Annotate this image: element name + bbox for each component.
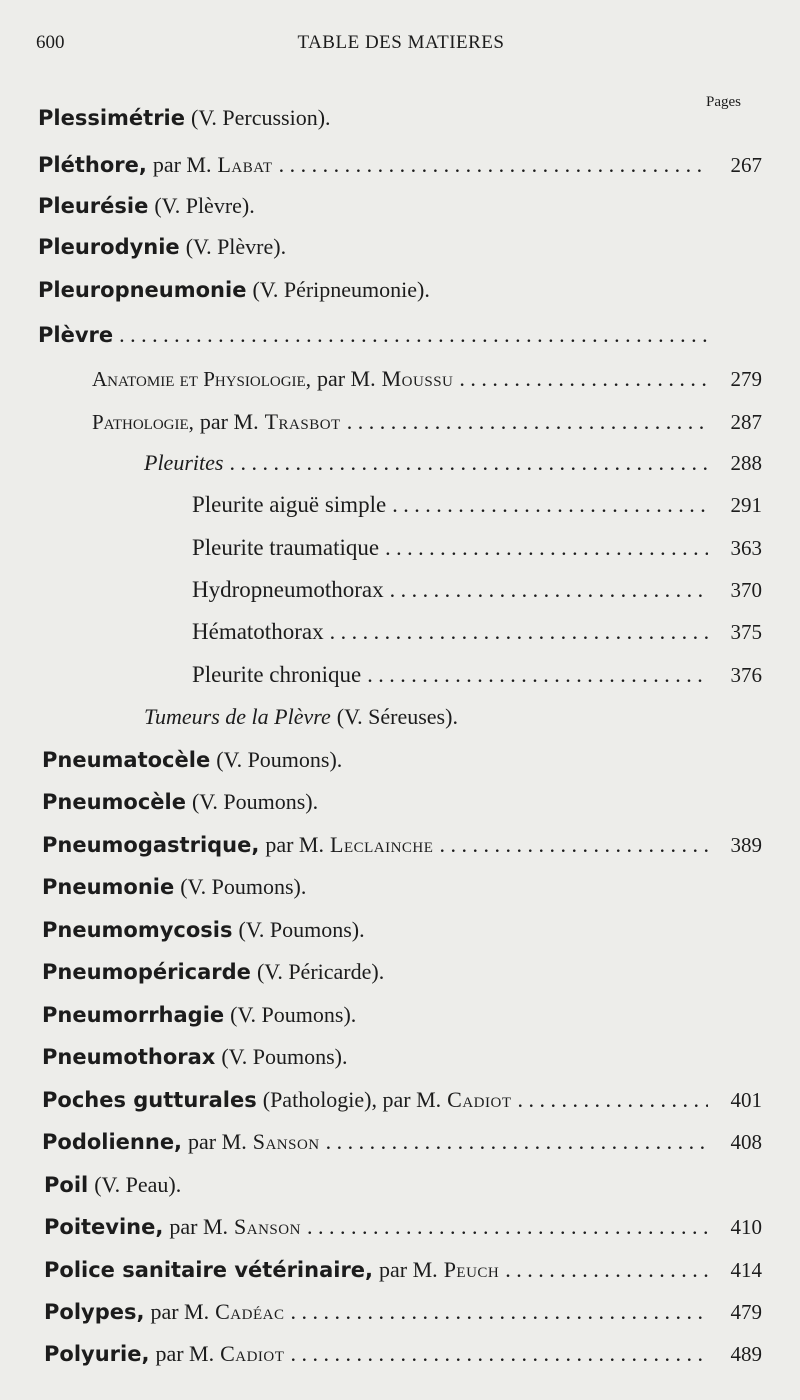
toc-entry [0, 1122, 762, 1162]
entry-reference: (V. Poumons). [238, 917, 365, 942]
entry-author: Labat [217, 152, 273, 177]
toc-entry [0, 1037, 762, 1077]
entry-heading: Poches gutturales [42, 1088, 257, 1112]
dot-leader [367, 655, 708, 695]
entry-page: 408 [730, 1130, 762, 1154]
entry-reference: (V. Péricarde). [256, 959, 385, 984]
entry-heading: Pneumomycosis [42, 918, 233, 942]
entry-page: 401 [730, 1088, 762, 1112]
toc-entry [0, 655, 762, 695]
entry-heading: Tumeurs de la Plèvre [144, 704, 331, 729]
entry-heading: Anatomie et Physiologie, [92, 367, 311, 391]
entry-heading: Hématothorax [192, 619, 324, 644]
toc-entry [0, 145, 762, 185]
entry-heading: Pathologie, [92, 410, 194, 434]
entry-reference: (V. Plèvre). [154, 193, 255, 218]
toc-entry [0, 1080, 762, 1120]
pages-column-label: Pages [706, 94, 741, 110]
entry-page: 288 [730, 451, 762, 475]
toc-entry [0, 227, 762, 267]
dot-leader [347, 402, 708, 442]
dot-leader [439, 825, 708, 865]
entry-reference: par M. [265, 832, 324, 857]
entry-heading: Pleuropneumonie [38, 278, 247, 302]
toc-entry [0, 697, 762, 737]
dot-leader [119, 315, 708, 355]
entry-author: Trasbot [264, 409, 341, 434]
entry-author: Leclainche [330, 832, 434, 857]
entry-reference: par M. [316, 366, 376, 391]
entry-heading: Poil [44, 1173, 89, 1197]
toc-entry [0, 402, 762, 442]
entry-heading: Pneumogastrique, [42, 833, 260, 857]
entry-reference: (V. Peau). [94, 1172, 182, 1197]
entry-page: 479 [730, 1300, 762, 1324]
running-header [36, 32, 766, 62]
toc-entry [0, 1165, 762, 1205]
entry-reference: par M. [152, 152, 212, 177]
entry-author: Peuch [443, 1257, 500, 1282]
entry-author: Sanson [252, 1129, 320, 1154]
entry-heading: Polyurie, [44, 1342, 150, 1366]
dot-leader [385, 528, 708, 568]
entry-heading: Pleurodynie [38, 235, 180, 259]
entry-heading: Hydropneumothorax [192, 577, 384, 602]
dot-leader [290, 1334, 708, 1374]
toc-entry [0, 952, 762, 992]
toc-entry [0, 528, 762, 568]
entry-reference: par M. [150, 1299, 210, 1324]
entry-heading: Polypes, [44, 1300, 145, 1324]
entry-author: Cadiot [447, 1087, 512, 1112]
entry-heading: Podolienne, [42, 1130, 183, 1154]
entry-reference: par M. [188, 1129, 247, 1154]
entry-reference: par M. [169, 1214, 229, 1239]
entry-heading: Pneumopéricarde [42, 960, 251, 984]
entry-page: 489 [730, 1342, 762, 1366]
entry-reference: par M. [155, 1341, 215, 1366]
entry-page: 370 [730, 578, 762, 602]
dot-leader [518, 1080, 709, 1120]
entry-reference: (V. Percussion). [191, 105, 331, 130]
entry-heading: Pneumonie [42, 875, 175, 899]
toc-entry [0, 443, 762, 483]
entry-reference: (V. Poumons). [180, 874, 307, 899]
entry-reference: (V. Poumons). [230, 1002, 357, 1027]
entry-page: 375 [730, 620, 762, 644]
entry-heading: Poitevine, [44, 1215, 164, 1239]
toc-entry [0, 782, 762, 822]
entry-reference: (V. Poumons). [221, 1044, 348, 1069]
entry-reference: (V. Séreuses). [336, 704, 458, 729]
toc-entry [0, 570, 762, 610]
entry-page: 410 [730, 1215, 762, 1239]
toc-entry [0, 740, 762, 780]
dot-leader [290, 1292, 708, 1332]
entry-heading: Plessimétrie [38, 106, 185, 130]
toc-entry [0, 825, 762, 865]
entry-page: 376 [730, 663, 762, 687]
dot-leader [392, 485, 708, 525]
entry-reference: (V. Plèvre). [185, 234, 287, 259]
entry-heading: Pleurites [144, 450, 224, 475]
entry-heading: Pneumatocèle [42, 748, 211, 772]
toc-entry [0, 910, 762, 950]
entry-reference: (Pathologie), par M. [262, 1087, 442, 1112]
toc-entry [0, 1292, 762, 1332]
entry-heading: Pneumorrhagie [42, 1003, 225, 1027]
entry-author: Cadiot [220, 1341, 285, 1366]
entry-heading: Pneumocèle [42, 790, 186, 814]
entry-heading: Police sanitaire vétérinaire, [44, 1258, 374, 1282]
entry-page: 363 [730, 536, 762, 560]
toc-entry [0, 359, 762, 399]
entry-heading: Pleurite aiguë simple [192, 492, 387, 517]
toc-entry [0, 995, 762, 1035]
dot-leader [330, 612, 708, 652]
entry-reference: (V. Poumons). [216, 747, 343, 772]
toc-entry [0, 270, 762, 310]
entry-heading: Pleurésie [38, 194, 149, 218]
entry-page: 389 [730, 833, 762, 857]
page-number: 600 [36, 32, 65, 53]
dot-leader [279, 145, 708, 185]
toc-entry [0, 1334, 762, 1374]
entry-heading: Pleurite traumatique [192, 535, 380, 560]
entry-reference: par M. [379, 1257, 438, 1282]
dot-leader [326, 1122, 708, 1162]
entry-page: 279 [730, 367, 762, 391]
entry-page: 267 [730, 153, 762, 177]
entry-author: Moussu [381, 366, 454, 391]
toc-entry [0, 867, 762, 907]
page-title: TABLE DES MATIERES [297, 32, 505, 53]
toc-entry [0, 186, 762, 226]
toc-entry [0, 98, 762, 138]
dot-leader [459, 359, 708, 399]
entry-author: Sanson [234, 1214, 301, 1239]
entry-reference: (V. Poumons). [191, 789, 319, 814]
dot-leader [505, 1250, 708, 1290]
toc-entry [0, 612, 762, 652]
dot-leader [307, 1207, 708, 1247]
entry-heading: Pléthore, [38, 153, 147, 177]
entry-page: 291 [730, 493, 762, 517]
entry-heading: Pleurite chronique [192, 662, 362, 687]
entry-heading: Plèvre [38, 323, 114, 347]
entry-heading: Pneumothorax [42, 1045, 216, 1069]
dot-leader [390, 570, 708, 610]
entry-reference: (V. Péripneumonie). [252, 277, 430, 302]
toc-entry [0, 1207, 762, 1247]
entry-page: 287 [730, 410, 762, 434]
entry-author: Cadéac [215, 1299, 285, 1324]
toc-entry [0, 485, 762, 525]
toc-entry [0, 1250, 762, 1290]
dot-leader [229, 443, 708, 483]
toc-entry [0, 315, 762, 355]
entry-reference: par M. [199, 409, 259, 434]
entry-page: 414 [730, 1258, 762, 1282]
